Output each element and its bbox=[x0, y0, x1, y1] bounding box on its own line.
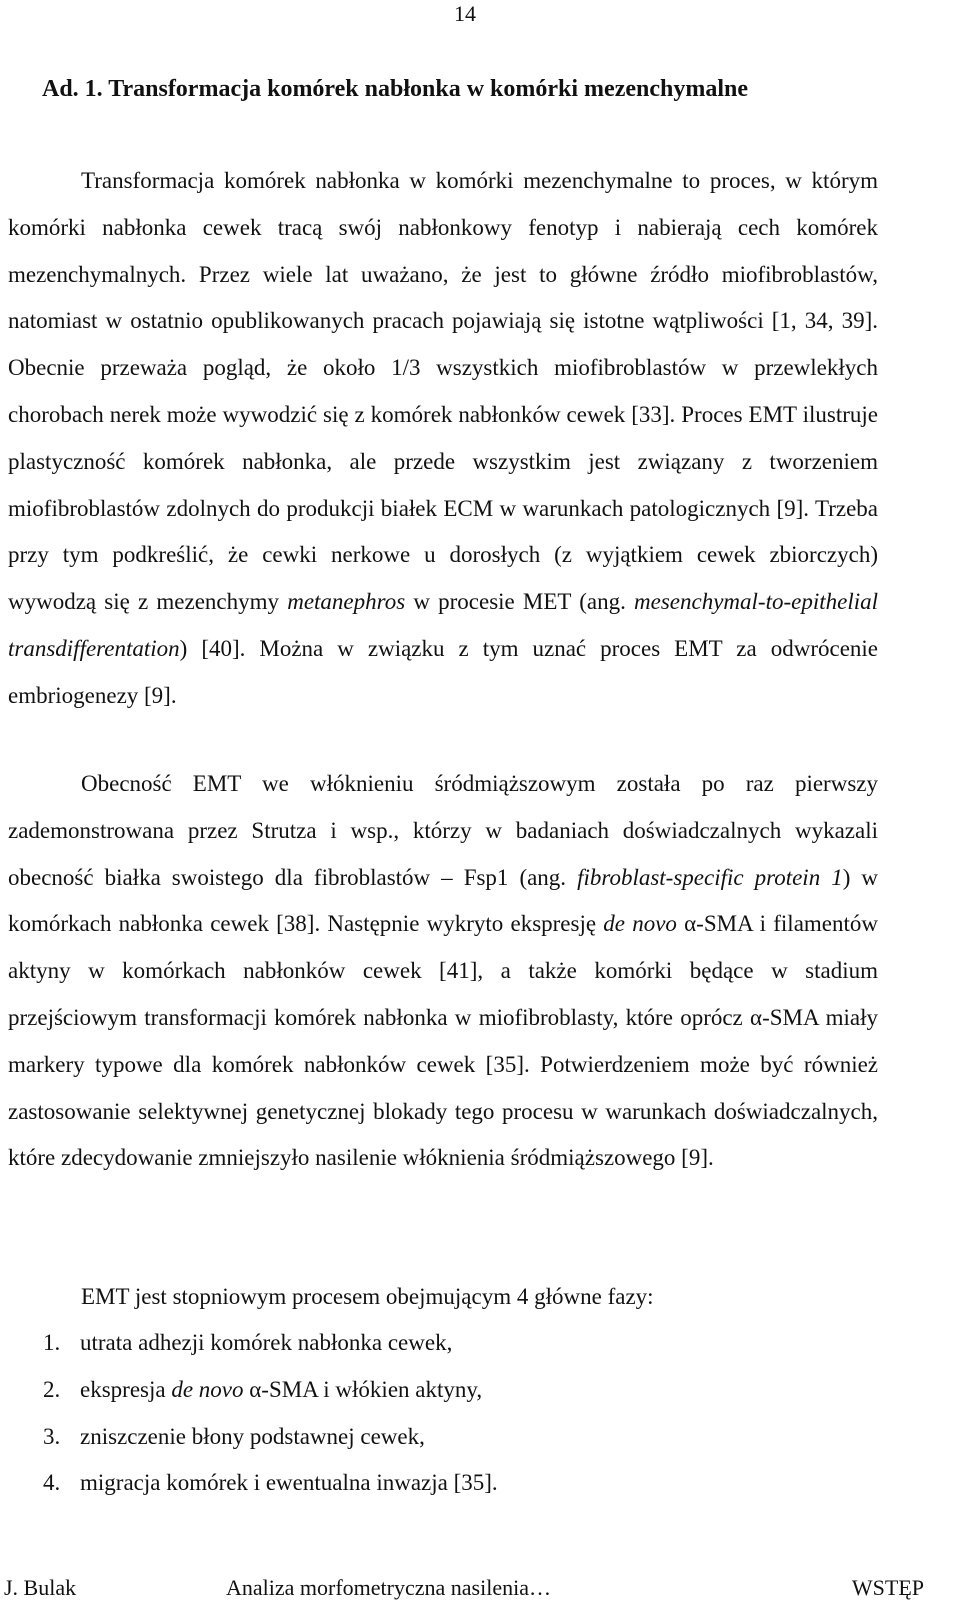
list-item bbox=[43, 1320, 498, 1367]
text-run: Transformacja komórek nabłonka w komórki mezenchymalne to proces, w którym komórki nabłonka cewek tracą swój nabłonkowy fenotyp i nabierają cech komórek mezenchymalnych. Przez wiele lat uważano, że jest to główne źródło miofibroblastów, natomiast w ostatnio opublikowanych pracach pojawiają się istotne wątpliwości [1, 34, 39]. Obecnie przeważa pogląd, że około 1/3 wszystkich miofibroblastów w przewlekłych chorobach nerek może wywodzić się z komórek nabłonków cewek [33]. Proces EMT ilustruje plastyczność komórek nabłonka, ale przede wszystkim jest związany z tworzeniem miofibroblastów zdolnych do produkcji białek ECM w warunkach patologicznych [9]. Trzeba przy tym podkreślić, że cewki nerkowe u dorosłych (z wyjątkiem cewek zbiorczych) wywodzą się z mezenchymy bbox=[8, 168, 878, 615]
text-run: Obecność EMT we włóknieniu śródmiąższowym została po raz pierwszy zademonstrowana przez Strutza i wsp., którzy w badaniach doświadczalnych wykazali obecność białka swoistego dla fibroblastów – Fsp1 (ang. bbox=[8, 771, 878, 890]
list-item-text bbox=[80, 1424, 425, 1449]
list-number: 1. bbox=[43, 1330, 61, 1355]
footer-author: J. Bulak bbox=[4, 1575, 77, 1600]
list-item-text bbox=[80, 1330, 452, 1355]
list-number: 2. bbox=[43, 1376, 61, 1402]
list-number: 4. bbox=[43, 1470, 61, 1496]
list-item-text bbox=[80, 1377, 482, 1402]
text-run: w procesie MET (ang. bbox=[405, 589, 635, 615]
italic-text-run: de novo bbox=[603, 911, 677, 937]
paragraph-text bbox=[8, 168, 878, 708]
italic-text-run: metanephros bbox=[287, 589, 406, 615]
phases-intro: EMT jest stopniowym procesem obejmującym 4 główne fazy: bbox=[81, 1284, 654, 1309]
paragraph-emt-definition bbox=[8, 158, 878, 720]
text-run: migracja komórek i ewentualna inwazja [35]. bbox=[80, 1470, 498, 1496]
italic-text-run: mesenchymal-to-epithelial transdifferentation bbox=[8, 589, 878, 661]
footer-title: Analiza morfometryczna nasilenia… bbox=[226, 1575, 551, 1600]
list-item bbox=[43, 1460, 498, 1507]
text-run: zniszczenie błony podstawnej cewek, bbox=[80, 1423, 425, 1449]
list-item bbox=[43, 1414, 498, 1461]
footer-section: WSTĘP bbox=[851, 1575, 924, 1600]
italic-text-run: fibroblast-specific protein 1 bbox=[577, 864, 843, 890]
phases-list bbox=[43, 1320, 498, 1507]
text-run: ) [40]. Można w związku z tym uznać proces EMT za odwrócenie embriogenezy [9]. bbox=[8, 635, 878, 708]
text-run: α-SMA i filamentów aktyny w komórkach nabłonków cewek [41], a także komórki będące w stadium przejściowym transformacji komórek nabłonka w miofibroblasty, które oprócz α-SMA miały markery typowe dla komórek nabłonków cewek [35]. Potwierdzeniem może być również zastosowanie selektywnej genetycznej blokady tego procesu w warunkach doświadczalnych, które zdecydowanie zmniejszyło nasilenie włóknienia śródmiąższowego [9]. bbox=[8, 911, 878, 1171]
paragraph-emt-evidence bbox=[8, 761, 878, 1182]
text-run: utrata adhezji komórek nabłonka cewek, bbox=[80, 1330, 453, 1355]
text-run: ) w komórkach nabłonka cewek [38]. Następnie wykryto ekspresję bbox=[8, 864, 878, 937]
section-heading: Ad. 1. Transformacja komórek nabłonka w komórki mezenchymalne bbox=[42, 76, 749, 102]
list-item bbox=[43, 1367, 498, 1414]
list-item-text bbox=[80, 1470, 498, 1495]
page-footer bbox=[0, 1568, 960, 1608]
text-run: α-SMA i włókien aktyny, bbox=[243, 1376, 483, 1402]
list-number: 3. bbox=[43, 1423, 61, 1449]
page-number: 14 bbox=[454, 1, 476, 26]
paragraph-text bbox=[8, 771, 878, 1170]
text-run: ekspresja bbox=[80, 1376, 172, 1402]
italic-text-run: de novo bbox=[171, 1376, 244, 1402]
